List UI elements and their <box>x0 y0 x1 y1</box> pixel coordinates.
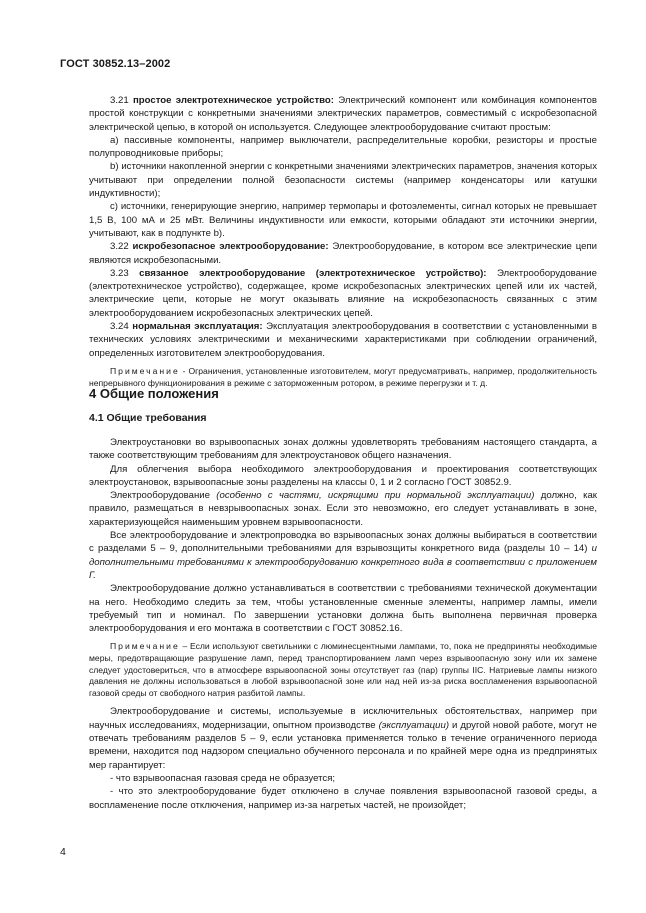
paragraph-italic: и дополнительными требованиями к электрооборудованию конкретного вида в соответствии с приложением Г. <box>89 543 597 581</box>
definition-term: искробезопасное электрооборудование: <box>132 241 329 253</box>
definition-term: нормальная эксплуатация: <box>132 321 263 333</box>
definition-text: Электрооборудование, в котором все электрические цепи являются искробезопасными. <box>89 241 597 266</box>
note-2 <box>89 641 597 699</box>
section-4-body <box>89 436 597 812</box>
list-item-1: - что взрывоопасная газовая среда не образуется; <box>110 772 336 784</box>
paragraph-6 <box>89 705 597 771</box>
definition-3-22 <box>89 240 597 267</box>
list-item-a: a) пассивные компоненты, например выключатели, распределительные коробки, резисторы и простые полупроводниковые приборы; <box>89 134 597 160</box>
definition-3-21 <box>89 94 597 134</box>
note-label: Примечание <box>110 365 180 376</box>
paragraph-5: Электрооборудование должно устанавливаться в соответствии с требованиями технической документации на него. Необходимо следить за тем, чтобы установленные сменные элементы, например лампы, имели требуемый тип и номинал. По завершении установки должна быть выполнена первичная проверка электрооборудования и его монтажа в соответствии с ГОСТ 30852.16. <box>89 583 597 635</box>
definition-number: 3.21 <box>110 95 129 106</box>
paragraph-3 <box>89 489 597 529</box>
definition-term: простое электротехническое устройство: <box>133 95 334 106</box>
definition-text: Эксплуатация электрооборудования в соответствии с установленными в технических условиях электрическими и механическими характеристиками при соблюдении ограничений, определенных изготовителем электрооборудования. <box>89 321 597 359</box>
paragraph-2: Для облегчения выбора необходимого электрооборудования и проектирования соответствующих электроустановок, взрывоопасные зоны разделены на классы 0, 1 и 2 согласно ГОСТ 30852.9. <box>89 463 597 488</box>
paragraph-text: должно, как правило, размещаться в невзрывоопасных зонах. Если это невозможно, его следует устанавливать в зоне, характеризующейся наименьшим уровнем взрывоопасности. <box>89 490 598 528</box>
definition-3-23 <box>89 267 597 320</box>
paragraph-italic: (особенно с частями, искрящими при нормальной эксплуатации) <box>216 490 535 502</box>
paragraph-4 <box>89 529 597 582</box>
list-item-b: b) источники накопленной энергии с конкретными значениями электрических параметров, значения которых учитывают при определении полной безопасности системы (например конденсаторы или катушки индуктивности); <box>89 161 597 200</box>
definition-number: 3.23 <box>110 267 129 279</box>
paragraph-text: и другой новой работе, могут не отвечать требованиям разделов 5 – 9, если установка применяется только в течение ограниченного периода времени, находится под надзором специально обученного персонала и по крайней мере одна из предпринятых мер гарантирует: <box>89 719 598 771</box>
definition-text: Электрический компонент или комбинация компонентов простой конструкции с конкретными значениями электрических параметров, совместимый с искробезопасной электрической цепью, в которой он используется. Следующее электрооборудование считают простым: <box>89 95 597 133</box>
paragraph-italic: (эксплуатации) <box>378 719 450 731</box>
page-number: 4 <box>60 846 66 858</box>
document-header: ГОСТ 30852.13–2002 <box>60 58 171 70</box>
note-label: Примечание <box>110 641 180 652</box>
note-text: - Ограничения, установленные изготовителем, могут предусматривать, например, продолжительность непрерывного функционирования в режиме с заторможенным ротором, в режиме перегрузки и т. д. <box>89 365 597 388</box>
paragraph-text: Электрооборудование <box>110 490 217 502</box>
paragraph-1: Электроустановки во взрывоопасных зонах должны удовлетворять требованиям настоящего стандарта, а также соответствующим требованиям для электроустановок общего назначения. <box>89 437 597 462</box>
paragraph-text: Электрооборудование и системы, используемые в исключительных обстоятельствах, например при научных исследованиях, модернизации, опытном производстве <box>89 706 597 731</box>
section-4-heading: 4 Общие положения <box>89 386 219 401</box>
paragraph-text: Все электрооборудование и электропроводка во взрывоопасных зонах должны выбираться в соответствии с разделами 5 – 9, дополнительными требованиями для взрывозщиты конкретного вида (разделы 10 – 14) <box>89 530 597 555</box>
definition-number: 3.22 <box>110 241 129 253</box>
definition-number: 3.24 <box>110 321 129 333</box>
definition-text: Электрооборудование (электротехническое устройство), содержащее, кроме искробезопасных электрических цепей или их частей, электрические цепи, которые не могут оказывать влияние на искробезопасность связанных с этим электрооборудованием искробезопасных электрических цепей. <box>89 267 597 319</box>
list-item-2: - что это электрооборудование будет отключено в случае появления взрывоопасной газовой среды, а воспламенение после отключения, например из-за нагретых частей, не произойдет; <box>89 786 597 811</box>
definition-term: связанное электрооборудование (электротехническое устройство): <box>139 267 487 279</box>
list-item-c: c) источники, генерирующие энергию, например термопары и фотоэлементы, сигнал которых не превышает 1,5 В, 100 мА и 25 мВт. Величины индуктивности или емкости, которыми обладают эти источники энергии, учитывают, как в подпункте b). <box>89 201 597 239</box>
section-4-1-heading: 4.1 Общие требования <box>89 412 207 424</box>
note-text: – Если используют светильники с люминесцентными лампами, то, пока не предприняты необходимые меры, предотвращающие разрушение ламп, перед транспортированием ламп через взрывоопасную зону или их замене следует удостовериться, что в атмосфере взрывоопасной зоны отсутствует газ (пар) группы IIC. Натриевые лампы низкого давления не должны использоваться в любой взрывоопасной зоне или над ней из-за риска воспламенения взрывоопасной газовой среды от свободного натрия разбитой лампы. <box>89 641 597 698</box>
definitions-block <box>89 94 597 389</box>
definition-3-24 <box>89 320 597 360</box>
